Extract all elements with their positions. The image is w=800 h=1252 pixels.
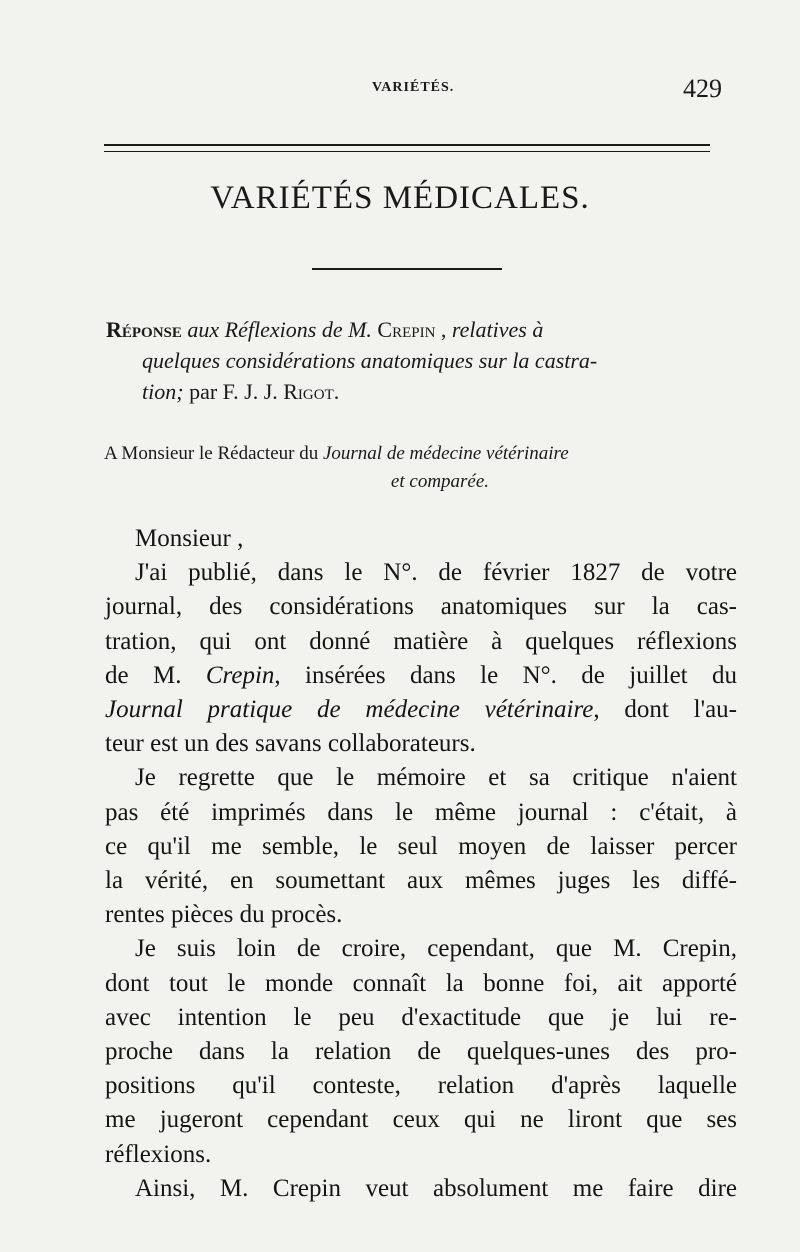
- article-text: M.: [348, 317, 372, 342]
- running-head: [0, 74, 800, 104]
- page-number: 429: [683, 74, 722, 103]
- author-name-crepin: Crepin: [371, 317, 436, 342]
- name-crepin: Crepin: [205, 661, 275, 689]
- paragraph-1-line: [105, 659, 737, 693]
- paragraph-1-line: [105, 693, 737, 727]
- paragraph-3-line: positions qu'il conteste, relation d'après laquelle: [105, 1072, 737, 1100]
- article-lead-word: Réponse: [106, 317, 182, 342]
- article-text: relatives à: [451, 317, 544, 342]
- paragraph-1-line: teur est un des savans collaborateurs.: [105, 730, 476, 758]
- title-divider: [312, 268, 502, 270]
- paragraph-2-line: Je regrette que le mémoire et sa critique n'aient: [135, 764, 737, 792]
- paragraph-3-line: me jugeront cependant ceux qui ne liront que ses: [105, 1106, 737, 1134]
- article-heading-line-1: [106, 314, 736, 345]
- journal-title: Journal de médecine vétérinaire: [322, 443, 569, 464]
- article-heading-line-3: [106, 376, 736, 407]
- paragraph-2-line: ce qu'il me semble, le seul moyen de laisser percer: [105, 832, 737, 860]
- addressee-text: A Monsieur le Rédacteur du: [104, 443, 323, 464]
- paragraph-3-line: réflexions.: [105, 1140, 212, 1168]
- paragraph-2-line: la vérité, en soumettant aux mêmes juges les diffé-: [105, 867, 737, 895]
- paragraph-1-line: journal, des considérations anatomiques sur la cas-: [105, 593, 737, 621]
- addressee-line-2: et comparée.: [390, 471, 490, 492]
- article-text: par F. J. J.: [183, 379, 284, 404]
- letter-body: [105, 522, 737, 1206]
- paragraph-3-line: avec intention le peu d'exactitude que je lui re-: [105, 1003, 737, 1031]
- author-name-rigot: Rigot: [283, 379, 334, 404]
- article-text: de: [316, 317, 349, 342]
- paragraph-2-line: pas été imprimés dans le même journal : c'était, à: [105, 798, 737, 826]
- paragraph-1-line: J'ai publié, dans le N°. de février 1827 de votre: [135, 559, 737, 587]
- article-text: aux: [181, 317, 225, 342]
- addressee: [104, 440, 736, 496]
- paragraph-3-line: proche dans la relation de quelques-unes des pro-: [105, 1038, 737, 1066]
- paragraph-3-line: Je suis loin de croire, cependant, que M. Crepin,: [135, 935, 737, 963]
- paragraph-4-line: Ainsi, M. Crepin veut absolument me faire dire: [135, 1174, 737, 1202]
- paragraph-2-line: rentes pièces du procès.: [105, 901, 343, 929]
- paragraph-1-line: tration, qui ont donné matière à quelques réflexions: [105, 627, 737, 655]
- article-text: .: [333, 379, 340, 404]
- article-text: ,: [435, 317, 452, 342]
- running-title: VARIÉTÉS.: [372, 80, 455, 95]
- article-text: Réflexions: [224, 317, 317, 342]
- article-heading-line-2: quelques considérations anatomiques sur la castra-: [142, 348, 598, 373]
- journal-title: Journal pratique de médecine vétérinaire: [105, 696, 594, 724]
- salutation: Monsieur ,: [135, 525, 244, 552]
- article-text: ;: [176, 379, 184, 404]
- article-heading: [106, 314, 736, 407]
- body-text: , insérées dans le N°. de juillet du: [274, 661, 738, 689]
- body-text: , dont l'au-: [593, 696, 737, 724]
- section-title: VARIÉTÉS MÉDICALES.: [210, 180, 590, 216]
- header-double-rule: [104, 144, 710, 152]
- article-text: tion: [142, 379, 177, 404]
- body-text: de M.: [105, 661, 206, 689]
- addressee-line-1: [104, 440, 736, 468]
- paragraph-3-line: dont tout le monde connaît la bonne foi, ait apporté: [105, 969, 737, 997]
